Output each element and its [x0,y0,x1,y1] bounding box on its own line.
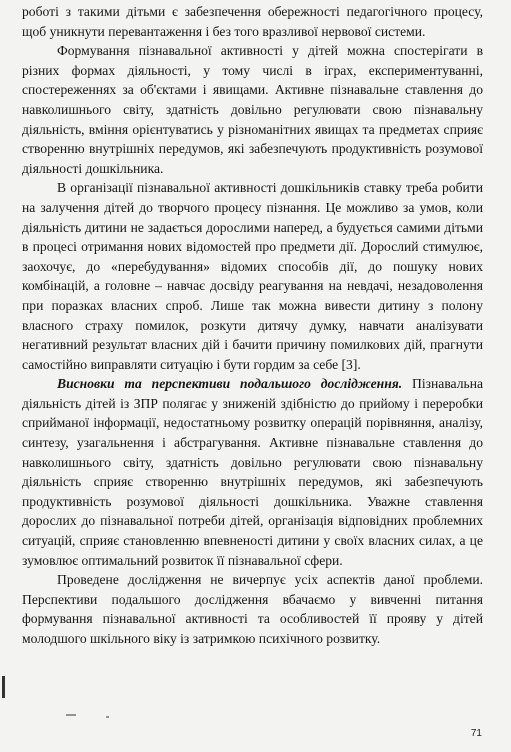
conclusions-heading: Висновки та перспективи подальшого дослідження. [57,376,403,392]
conclusions-body: Пізнавальна діяльність дітей із ЗПР полягає у зниженій здібністю до прийому і переробки сприйманої інформації, недостатньому розвитку операцій порівняння, аналізу, синтезу, узагальнення і абстрагування. Активне пізнавальне ставлення до навколишнього світу, здатність довільно регулювати свою пізнавальну діяльність сприяє створенню внутрішніх передумов, які забезпечують продуктивність розумової діяльності дошкільника. Уважне ставлення дорослих до пізнавальної потреби дітей, організація відповідних проблемних ситуацій, сприяє становленню впевненості дитини у своїх власних силах, а це зумовлює оптимальний розвиток її пізнавальної сфери. [22,376,483,568]
scan-smudge [66,714,76,716]
paragraph-cognitive-activity-forms: Формування пізнавальної активності у дітей можна спостерігати в різних формах діяльності, у тому числі в іграх, експериментуванні, спостереженнях за об'єктами і явищами. Активне пізнавальне ставлення до навколишнього світу, здатність довільно регулювати свою пізнавальну діяльність, вміння орієнтуватись у різноманітних явищах та предметах сприяє створенню внутрішніх передумов, які забезпечують продуктивність розумової діяльності дошкільника. [22,43,483,176]
page-number: 71 [470,728,482,739]
scan-smudge [106,716,109,718]
paragraph-continuation: роботі з такими дітьми є забезпечення обережності педагогічного процесу, щоб уникнути перевантаження і без того вразливої нервової системи. [22,4,483,39]
paragraph-perspectives: Проведене дослідження не вичерпує усіх аспектів даної проблеми. Перспективи подальшого дослідження вбачаємо у вивченні питання формування пізнавальної активності та особливостей її прояву у дітей молодшого шкільного віку із затримкою психічного розвитку. [22,572,483,646]
paragraph-organization: В організації пізнавальної активності дошкільників ставку треба робити на залучення дітей до творчого процесу пізнання. Це можливо за умов, коли діяльність дитини не задається дорослими наперед, а будується самими дітьми в процесі отримання нових відомостей про предмети дії. Дорослий стимулює, заохочує, до «перебудування» відомих способів дії, до пошуку нових комбінацій, а головне – навчає досвіду реагування на невдачі, незадоволення при поразках власних спроб. Лише так можна вивести дитину з полону власного страху помилок, розкути дитячу думку, навчати аналізувати негативний результат власних дій і бачити причину помилкових дій, прагнути самостійно виправляти ситуацію і бути гордим за себе [3]. [22,180,483,372]
paragraph-conclusions [22,374,483,570]
scan-edge-mark [2,676,5,698]
